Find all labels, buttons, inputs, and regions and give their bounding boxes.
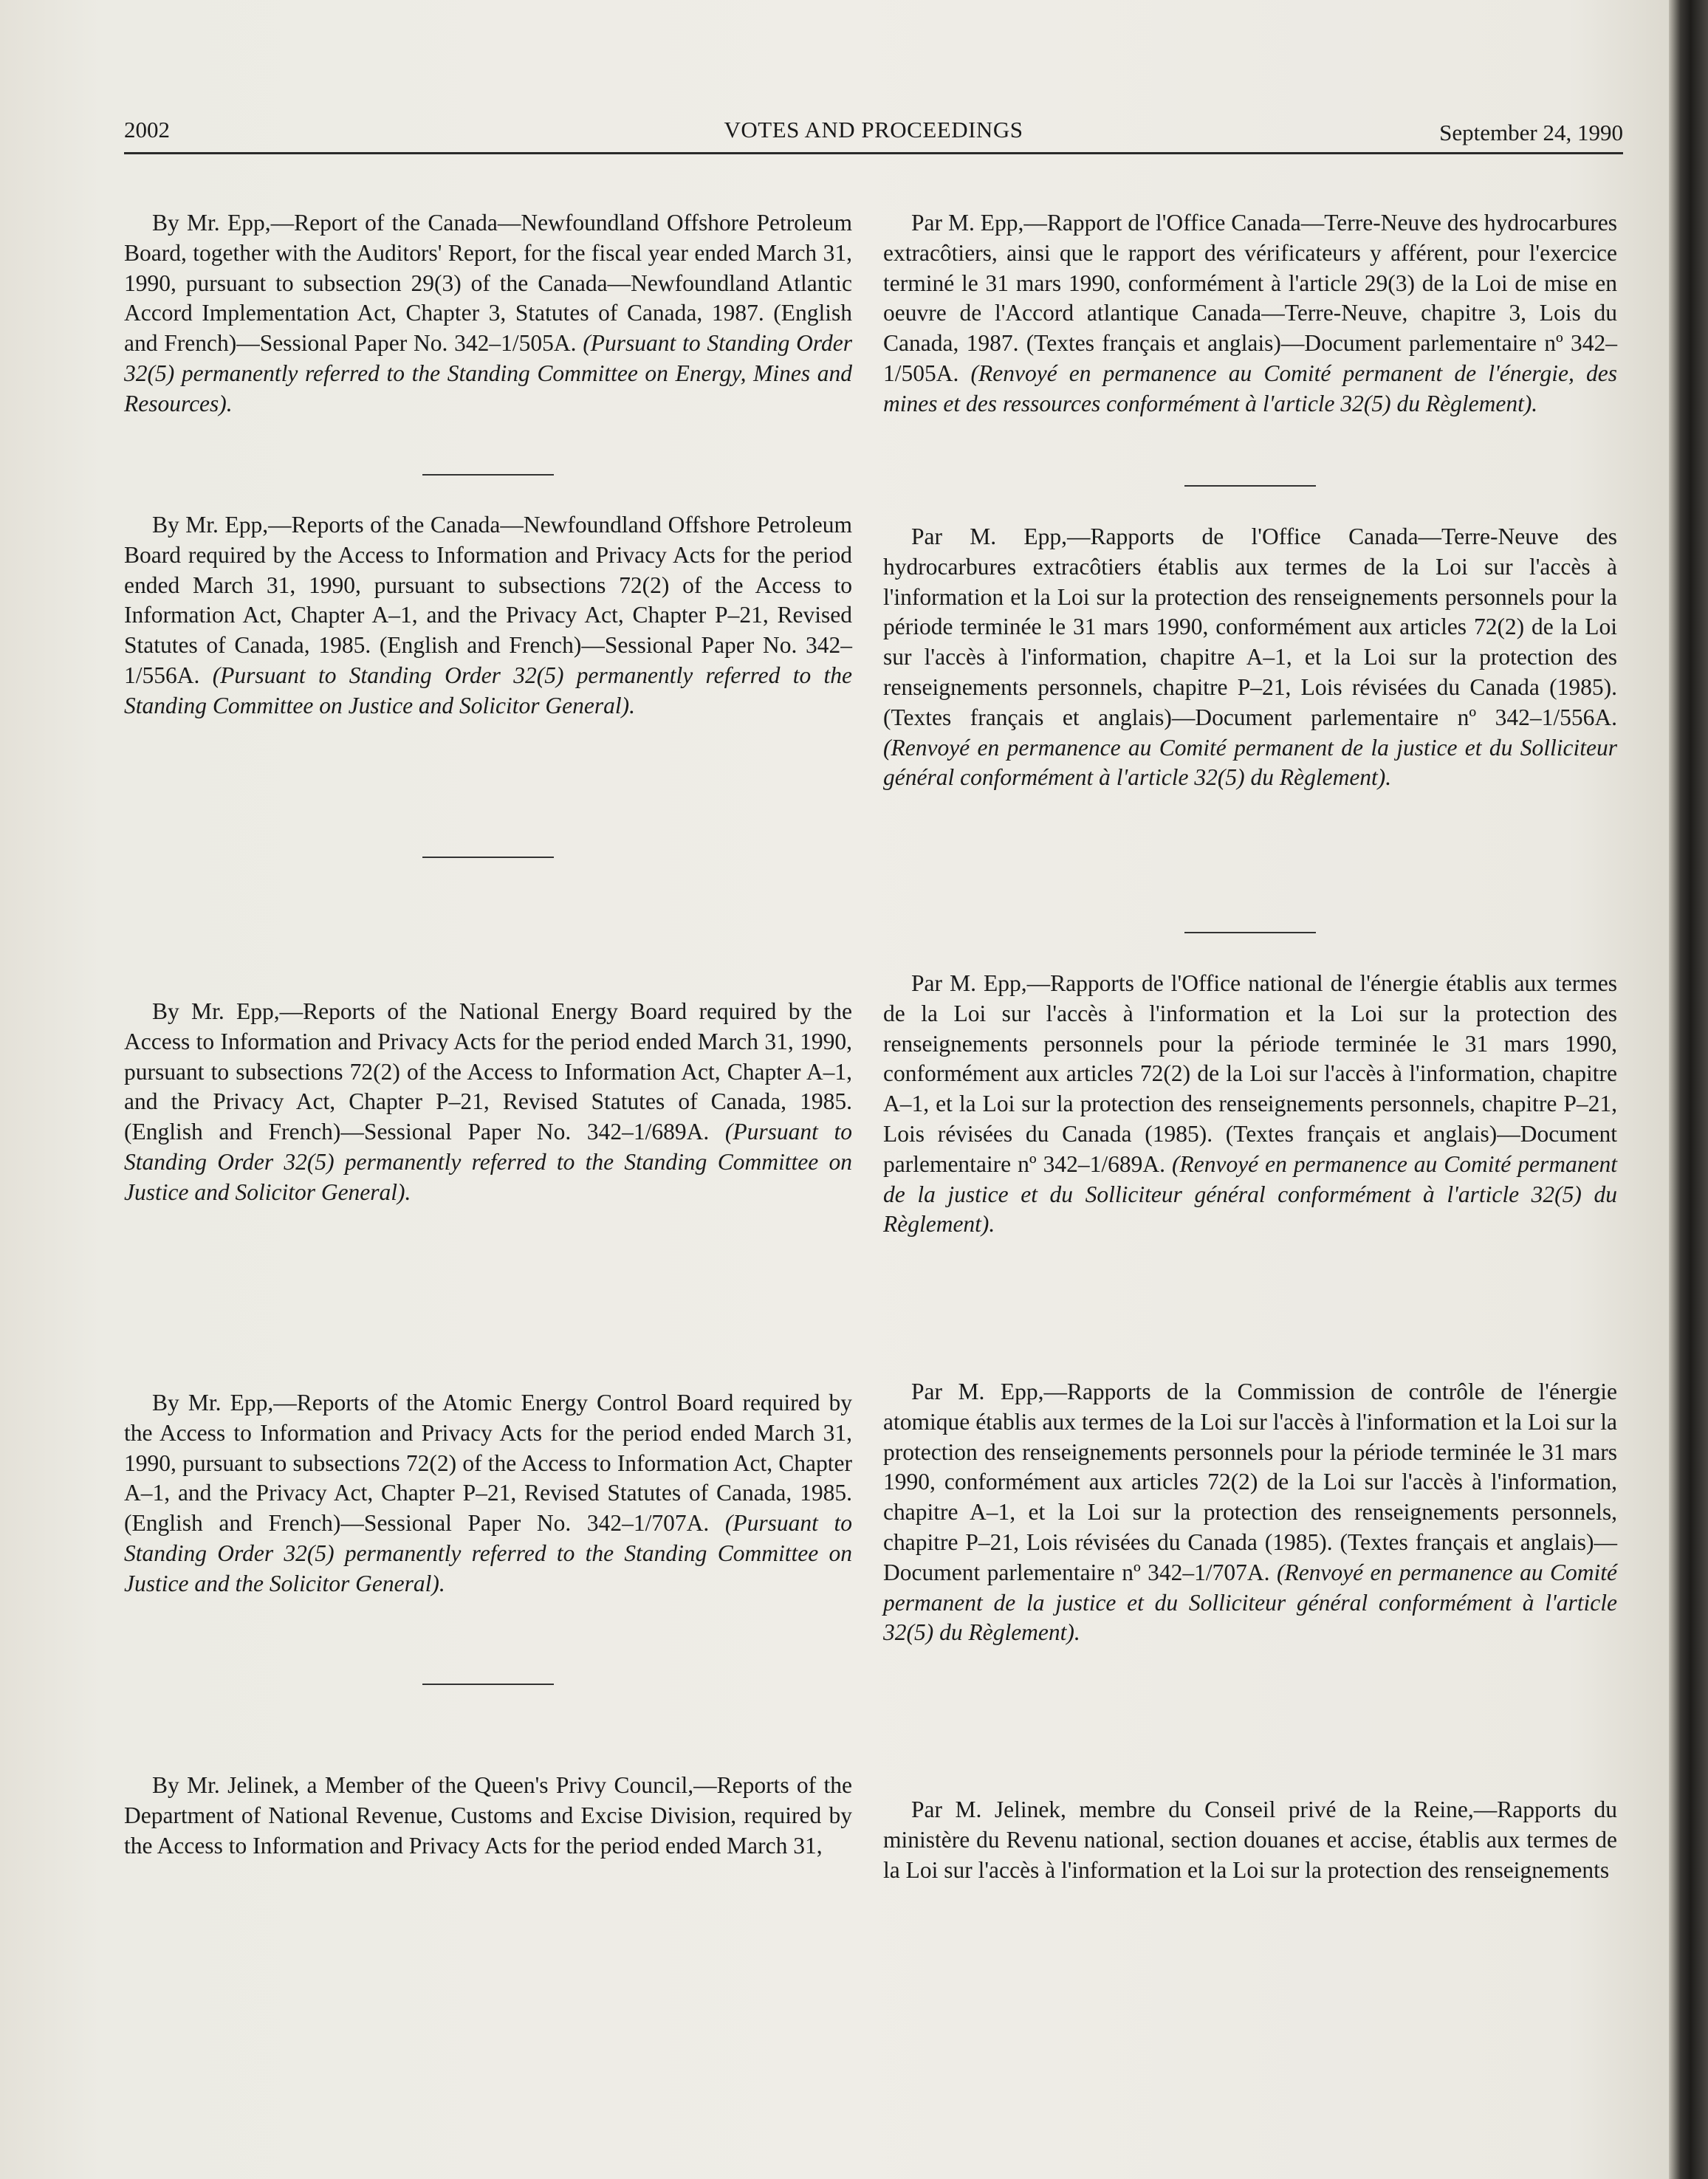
sessional-paper-entry: [124, 510, 852, 831]
entry-referral: (Pursuant to Standing Order 32(5) permanently referred to the Standing Committee on Justice and Solicitor General).: [124, 662, 853, 718]
sessional-paper-entry: [883, 522, 1617, 969]
entry-text: Par M. Epp,—Rapports de l'Office national de l'énergie établis aux termes de la Loi sur l'accès à l'information et la Loi sur la protection des renseignements personnels pour la période terminée le 31 mars 1990, conformément aux articles 72(2) de la Loi sur l'accès à l'information, chapitre A–1, et la Loi sur la protection des renseignements personnels, chapitre P–21, Lois révisées du Canada (1985). (Textes français et anglais)—Document parlementaire nº 342–1/689A.: [883, 970, 1617, 1177]
entry-text: Par M. Epp,—Rapports de la Commission de contrôle de l'énergie atomique établis aux termes de la Loi sur l'accès à l'information et la Loi sur la protection des renseignements personnels pour la période terminée le 31 mars 1990, conformément aux articles 72(2) de la Loi sur l'accès à l'information, chapitre A–1, et la Loi sur la protection des renseignements personnels, chapitre P–21, Lois révisées du Canada (1985). (Textes français et anglais)—Document parlementaire nº 342–1/707A.: [883, 1379, 1617, 1585]
sessional-paper-entry: [124, 997, 852, 1388]
page-binding-edge: [1669, 0, 1708, 2179]
header-date: September 24, 1990: [1439, 120, 1623, 145]
entry-text: Par M. Epp,—Rapports de l'Office Canada—Terre-Neuve des hydrocarbures extracôtiers établis aux termes de la Loi sur l'accès à l'information et la Loi sur la protection des renseignements personnels pour la période terminée le 31 mars 1990, conformément aux articles 72(2) de la Loi sur l'accès à l'information, chapitre A–1, et la Loi sur la protection des renseignements personnels, chapitre P–21, Lois révisées du Canada (1985). (Textes français et anglais)—Document parlementaire nº 342–1/556A.: [883, 524, 1617, 730]
page-header: [124, 111, 1623, 154]
journal-title: VOTES AND PROCEEDINGS: [724, 117, 1023, 143]
entry-text: By Mr. Epp,—Reports of the Atomic Energy Control Board required by the Access to Information and Privacy Acts for the period ended March 31, 1990, pursuant to subsections 72(2) of the Access to Information Act, Chapter A–1, and the Privacy Act, Chapter P–21, Revised Statutes of Canada, 1985. (English and French)—Sessional Paper No. 342–1/707A.: [124, 1390, 852, 1537]
entry-paragraph: [124, 1771, 852, 1861]
sessional-paper-entry: [124, 1388, 852, 1771]
entry-paragraph: [883, 208, 1617, 419]
entry-referral: (Renvoyé en permanence au Comité permanent de l'énergie, des mines et des ressources conformément à l'article 32(5) du Règlement).: [883, 360, 1618, 416]
sessional-paper-entry: [124, 1771, 852, 1861]
sessional-paper-entry: [124, 208, 852, 452]
entry-referral: (Pursuant to Standing Order 32(5) permanently referred to the Standing Committee on Justice and Solicitor General).: [124, 1119, 852, 1205]
english-column: [124, 208, 852, 1861]
sessional-paper-entry: [883, 969, 1617, 1377]
entry-referral: (Pursuant to Standing Order 32(5) permanently referred to the Standing Committee on Energy, Mines and Resources).: [124, 330, 852, 416]
section-divider: [124, 831, 852, 997]
entry-text: Par M. Jelinek, membre du Conseil privé de la Reine,—Rapports du ministère du Revenu national, section douanes et accise, établis aux termes de la Loi sur l'accès à l'information et la Loi sur la protection des renseignements: [883, 1797, 1617, 1883]
sessional-paper-entry: [883, 1377, 1617, 1795]
sessional-paper-entry: [883, 208, 1617, 522]
entry-text: By Mr. Jelinek, a Member of the Queen's Privy Council,—Reports of the Department of National Revenue, Customs and Excise Division, required by the Access to Information and Privacy Acts for the period ended March 31,: [124, 1772, 852, 1859]
entry-paragraph: [124, 1388, 852, 1599]
entry-paragraph: [124, 208, 852, 419]
french-column: [883, 208, 1617, 1885]
entry-paragraph: [124, 997, 852, 1208]
entry-referral: (Renvoyé en permanence au Comité permanent de la justice et du Solliciteur général conformément à l'article 32(5) du Règlement).: [883, 734, 1617, 791]
entry-text: By Mr. Epp,—Report of the Canada—Newfoundland Offshore Petroleum Board, together with the Auditors' Report, for the fiscal year ended March 31, 1990, pursuant to subsection 29(3) of the Canada—Newfoundland Atlantic Accord Implementation Act, Chapter 3, Statutes of Canada, 1987. (English and French)—Sessional Paper No. 342–1/505A.: [124, 210, 852, 357]
entry-paragraph: [883, 969, 1617, 1240]
entry-text: By Mr. Epp,—Reports of the National Energy Board required by the Access to Information and Privacy Acts for the period ended March 31, 1990, pursuant to subsections 72(2) of the Access to Information Act, Chapter A–1, and the Privacy Act, Chapter P–21, Revised Statutes of Canada, 1985. (English and French)—Sessional Paper No. 342–1/689A.: [124, 998, 852, 1145]
entry-referral: (Pursuant to Standing Order 32(5) permanently referred to the Standing Committee on Justice and the Solicitor General).: [124, 1510, 852, 1596]
entry-paragraph: [883, 1795, 1617, 1885]
entry-referral: (Renvoyé en permanence au Comité permanent de la justice et du Solliciteur général conformément à l'article 32(5) du Règlement).: [883, 1150, 1617, 1238]
entry-paragraph: [124, 510, 852, 721]
entry-paragraph: [883, 522, 1617, 793]
section-divider: [124, 452, 852, 510]
entry-text: By Mr. Epp,—Reports of the Canada—Newfoundland Offshore Petroleum Board required by the Access to Information and Privacy Acts for the period ended March 31, 1990, pursuant to subsections 72(2) of the Access to Information Act, Chapter A–1, and the Privacy Act, Chapter P–21, Revised Statutes of Canada, 1985. (English and French)—Sessional Paper No. 342–1/556A.: [124, 512, 852, 688]
entry-referral: (Renvoyé en permanence au Comité permanent de la justice et du Solliciteur général conformément à l'article 32(5) du Règlement).: [883, 1559, 1617, 1646]
sessional-paper-entry: [883, 1795, 1617, 1885]
entry-paragraph: [883, 1377, 1617, 1648]
page-number: 2002: [124, 117, 170, 143]
entry-text: Par M. Epp,—Rapport de l'Office Canada—Terre-Neuve des hydrocarbures extracôtiers, ainsi que le rapport des vérificateurs y afférent, pour l'exercice terminé le 31 mars 1990, conformément à l'article 29(3) de la Loi de mise en oeuvre de l'Accord atlantique Canada—Terre-Neuve, chapitre 3, Lois du Canada, 1987. (Textes français et anglais)—Document parlementaire nº 342–1/505A.: [883, 210, 1617, 386]
